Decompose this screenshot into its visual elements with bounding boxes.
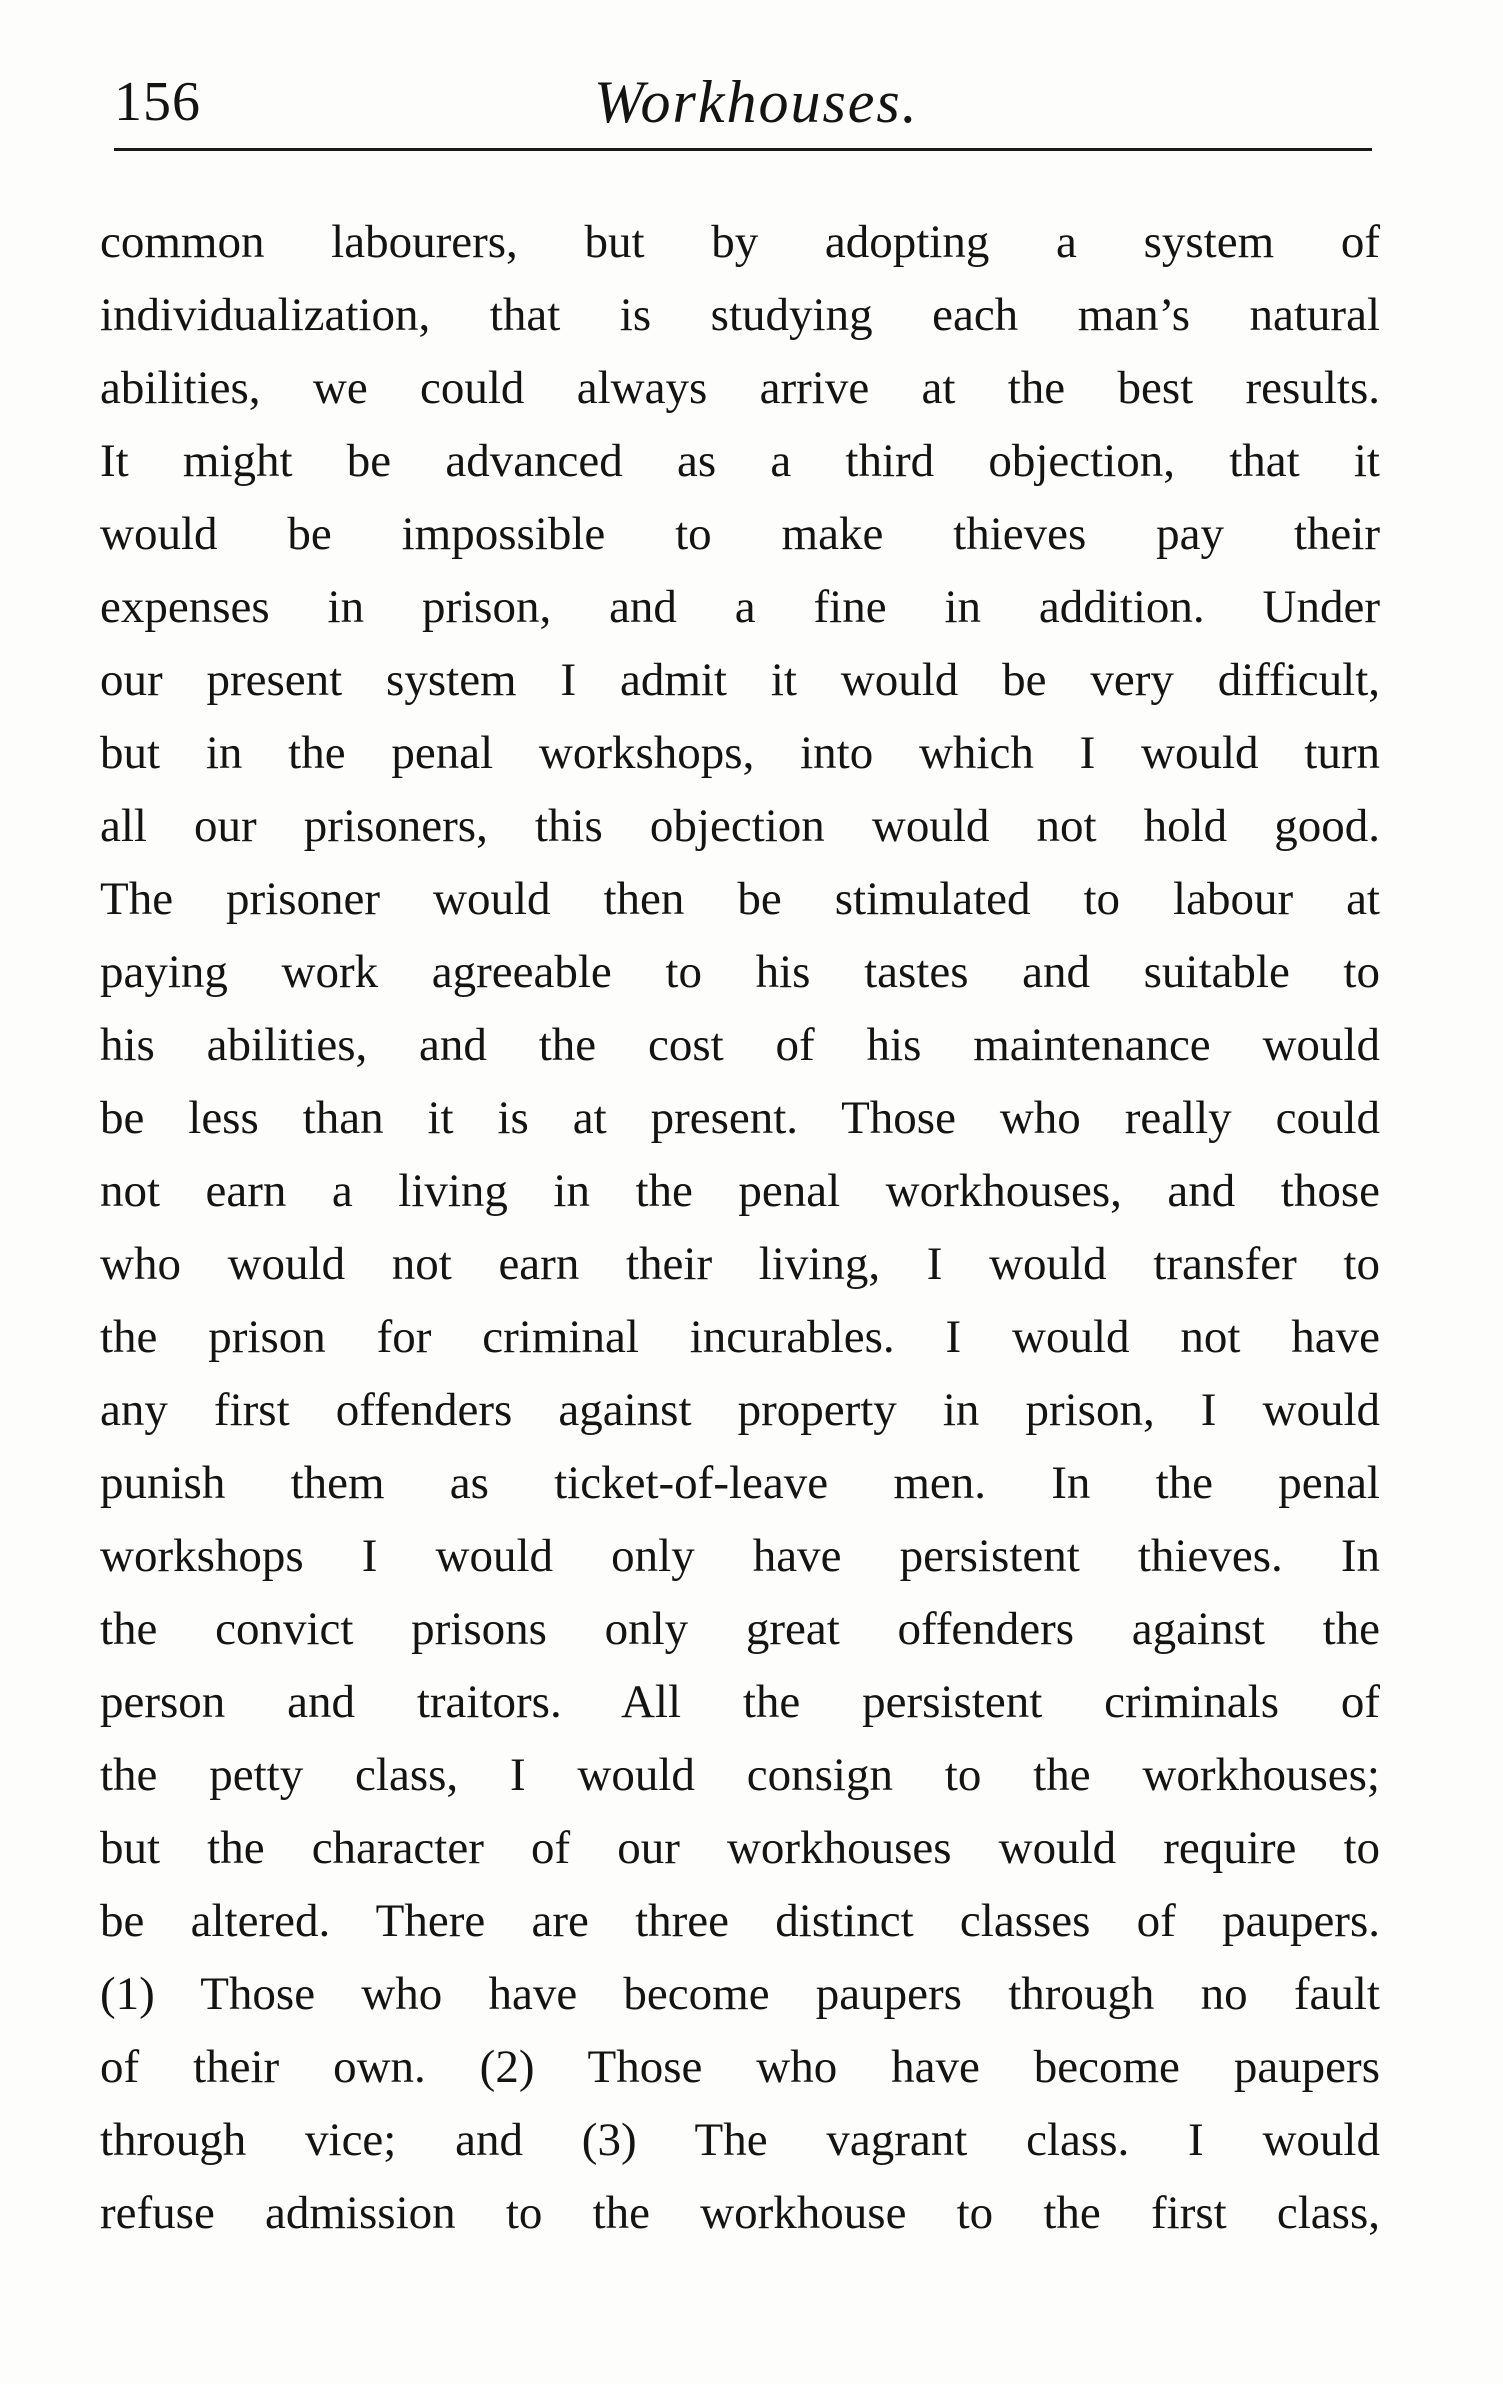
- text-line: individualization, that is studying each man’s natural: [100, 289, 1380, 341]
- running-title: Workhouses.: [594, 69, 919, 135]
- text-line: our present system I admit it would be very difficult,: [100, 654, 1380, 706]
- page-header: [114, 62, 1374, 142]
- text-line: paying work agreeable to his tastes and suitable to: [100, 946, 1380, 998]
- text-line: the petty class, I would consign to the workhouses;: [100, 1749, 1380, 1801]
- text-line: It might be advanced as a third objection, that it: [100, 435, 1380, 487]
- header-rule: [114, 148, 1372, 151]
- text-line: be altered. There are three distinct classes of paupers.: [100, 1895, 1380, 1947]
- text-line: refuse admission to the workhouse to the first class,: [100, 2187, 1380, 2239]
- text-line: through vice; and (3) The vagrant class. I would: [100, 2114, 1380, 2166]
- body-text: [100, 206, 1380, 2250]
- text-line: workshops I would only have persistent thieves. In: [100, 1530, 1380, 1582]
- text-line: who would not earn their living, I would transfer to: [100, 1238, 1380, 1290]
- text-line: would be impossible to make thieves pay their: [100, 508, 1380, 560]
- text-line: the prison for criminal incurables. I would not have: [100, 1311, 1380, 1363]
- text-line: but the character of our workhouses would require to: [100, 1822, 1380, 1874]
- text-line: all our prisoners, this objection would not hold good.: [100, 800, 1380, 852]
- text-line: his abilities, and the cost of his maintenance would: [100, 1019, 1380, 1071]
- text-line: any first offenders against property in prison, I would: [100, 1384, 1380, 1436]
- text-line: punish them as ticket-of-leave men. In the penal: [100, 1457, 1380, 1509]
- text-line: The prisoner would then be stimulated to labour at: [100, 873, 1380, 925]
- text-line: the convict prisons only great offenders against the: [100, 1603, 1380, 1655]
- text-line: of their own. (2) Those who have become paupers: [100, 2041, 1380, 2093]
- text-line: (1) Those who have become paupers through no fault: [100, 1968, 1380, 2020]
- text-line: not earn a living in the penal workhouses, and those: [100, 1165, 1380, 1217]
- page-number: 156: [114, 71, 201, 133]
- text-line: expenses in prison, and a fine in addition. Under: [100, 581, 1380, 633]
- text-line: abilities, we could always arrive at the best results.: [100, 362, 1380, 414]
- text-line: common labourers, but by adopting a system of: [100, 216, 1380, 268]
- text-line: person and traitors. All the persistent criminals of: [100, 1676, 1380, 1728]
- text-line: but in the penal workshops, into which I would turn: [100, 727, 1380, 779]
- text-line: be less than it is at present. Those who really could: [100, 1092, 1380, 1144]
